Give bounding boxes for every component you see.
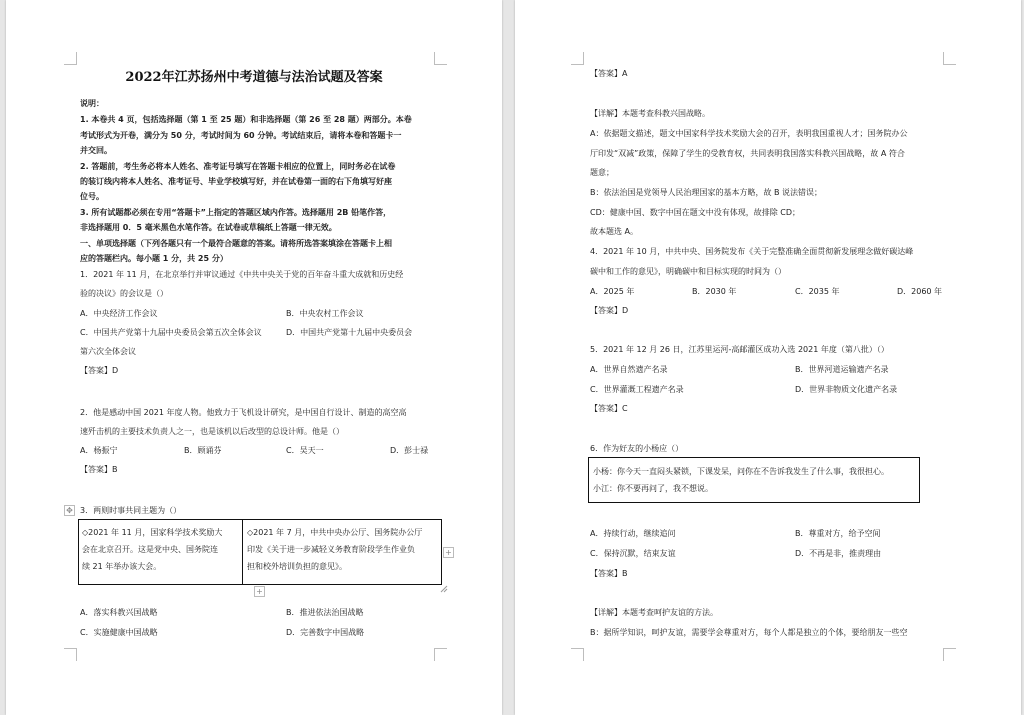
q6-option-a: A．持续行动，继续追问 xyxy=(590,529,676,538)
q6-dialogue-line-1: 小杨：你今天一直闷头紧锁，下课发呆，问你在不告诉我发生了什么事，我很担心。 xyxy=(593,467,889,476)
q4-option-a: A．2025 年 xyxy=(590,287,635,296)
margin-mark-bottom-right xyxy=(434,648,447,661)
section-heading-line-1: 一、单项选择题（下列各题只有一个最符合题意的答案。请将所选答案填涂在答题卡上相 xyxy=(80,239,392,248)
q1-option-c: C．中国共产党第十九届中央委员会第五次全体会议 xyxy=(80,328,262,337)
table-move-handle[interactable]: ✥ xyxy=(64,505,75,516)
q1-option-a: A．中央经济工作会议 xyxy=(80,309,158,318)
table-resize-handle[interactable] xyxy=(440,585,448,593)
instruction-2-line-1: 2. 答题前，考生务必将本人姓名、准考证号填写在答题卡相应的位置上，同时务必在试卷 xyxy=(80,162,396,171)
instruction-1-line-3: 并交回。 xyxy=(80,146,112,155)
q1-stem-line-1: 1．2021 年 11 月，在北京举行并审议通过《中共中央关于党的百年奋斗重大成就和历史经 xyxy=(80,270,404,279)
margin-mark-top-left xyxy=(571,52,584,65)
document-page-right xyxy=(515,0,1021,715)
q2-answer: 【答案】B xyxy=(80,465,118,474)
q3-analysis-a-line-2: 厅印发“双减”政策，保障了学生的受教育权，共同表明我国落实科教兴国战略，故 A 符合 xyxy=(590,149,905,158)
section-heading-line-2: 应的答题栏内。每小题 1 分，共 25 分） xyxy=(80,254,228,263)
margin-mark-bottom-right xyxy=(943,648,956,661)
q6-analysis-heading: 【详解】本题考查呵护友谊的方法。 xyxy=(590,608,718,617)
q3-analysis-heading: 【详解】本题考查科教兴国战略。 xyxy=(590,109,710,118)
q4-answer: 【答案】D xyxy=(590,306,629,315)
document-page-left xyxy=(6,0,502,715)
q3-option-d: D．完善数字中国战略 xyxy=(286,628,365,637)
instruction-3-line-1: 3. 所有试题都必须在专用“答题卡”上指定的答题区域内作答。选择题用 2B 铅笔作答， xyxy=(80,208,392,217)
instruction-1-line-2: 考试形式为开卷，满分为 50 分，考试时间为 60 分钟。考试结束后，请将本卷和答题卡一 xyxy=(80,131,402,140)
margin-mark-top-right xyxy=(434,52,447,65)
margin-mark-bottom-left xyxy=(64,648,77,661)
q3-cell-2-line-1: ◇2021 年 7 月，中共中央办公厅、国务院办公厅 xyxy=(247,528,423,537)
q2-stem-line-2: 速歼击机的主要技术负责人之一，也是该机以后改型的总设计师。他是（） xyxy=(80,427,344,436)
instruction-2-line-2: 的装订线内将本人姓名、准考证号、毕业学校填写好，并在试卷第一面的右下角填写好座 xyxy=(80,177,392,186)
q3-analysis-b: B：依法治国是党领导人民治理国家的基本方略，故 B 说法错误； xyxy=(590,188,823,197)
q5-option-d: D．世界非物质文化遗产名录 xyxy=(795,385,898,394)
q6-option-b: B．尊重对方，给予空间 xyxy=(795,529,881,538)
q3-cell-1-line-2: 会在北京召开。这是党中央、国务院连 xyxy=(82,545,218,554)
q5-stem: 5．2021 年 12 月 26 日，江苏里运河-高邮灌区成功入选 2021 年度（第八批）（） xyxy=(590,345,889,354)
q3-analysis-a-line-3: 题意； xyxy=(590,168,614,177)
q2-option-a: A．杨振宁 xyxy=(80,446,118,455)
q3-cell-2-line-3: 担和校外培训负担的意见》。 xyxy=(247,562,347,571)
q5-answer: 【答案】C xyxy=(590,404,628,413)
q3-stem: 3．两则时事共同主题为（） xyxy=(80,506,182,515)
q2-option-b: B．顾诵芬 xyxy=(184,446,222,455)
q6-dialogue-box xyxy=(588,457,920,503)
q5-option-b: B．世界河道运输遗产名录 xyxy=(795,365,889,374)
q4-stem-line-1: 4．2021 年 10 月，中共中央、国务院发布《关于完整准确全面贯彻新发展理念做好碳达峰 xyxy=(590,247,914,256)
instruction-1-line-1: 1. 本卷共 4 页，包括选择题（第 1 至 25 题）和非选择题（第 26 至 28 题）两部分。本卷 xyxy=(80,115,412,124)
q3-analysis-conclusion: 故本题选 A。 xyxy=(590,227,639,236)
q1-option-d-line-2: 第六次全体会议 xyxy=(80,347,136,356)
q6-option-d: D．不再是非，推责理由 xyxy=(795,549,882,558)
margin-mark-bottom-left xyxy=(571,648,584,661)
instruction-2-line-3: 位号。 xyxy=(80,192,104,201)
q4-option-d: D．2060 年 xyxy=(897,287,943,296)
q3-news-table xyxy=(78,519,442,585)
q3-option-b: B．推进依法治国战略 xyxy=(286,608,364,617)
document-title: 2022年江苏扬州中考道德与法治试题及答案 xyxy=(125,70,383,85)
q2-stem-line-1: 2．他是感动中国 2021 年度人物。他致力于飞机设计研究，是中国自行设计、制造的高空高 xyxy=(80,408,407,417)
q6-option-c: C．保持沉默，结束友谊 xyxy=(590,549,676,558)
q4-option-c: C．2035 年 xyxy=(795,287,840,296)
q3-analysis-a-line-1: A：依据题文描述，题文中国家科学技术奖励大会的召开，表明我国重视人才；国务院办公 xyxy=(590,129,908,138)
q5-option-a: A．世界自然遗产名录 xyxy=(590,365,668,374)
table-add-column-button[interactable]: + xyxy=(443,547,454,558)
q3-news-cell-2 xyxy=(244,520,441,584)
q1-stem-line-2: 验的决议》的会议是（） xyxy=(80,289,168,298)
q2-option-c: C．吴天一 xyxy=(286,446,324,455)
q3-option-a: A．落实科教兴国战略 xyxy=(80,608,158,617)
q1-option-d-line-1: D．中国共产党第十九届中央委员会 xyxy=(286,328,413,337)
q2-option-d: D．彭士禄 xyxy=(390,446,429,455)
q3-cell-1-line-1: ◇2021 年 11 月，国家科学技术奖励大 xyxy=(82,528,223,537)
q3-cell-1-line-3: 续 21 年举办该大会。 xyxy=(82,562,162,571)
table-add-row-button[interactable]: + xyxy=(254,586,265,597)
q6-stem: 6．作为好友的小杨应（） xyxy=(590,444,684,453)
q6-answer: 【答案】B xyxy=(590,569,628,578)
q5-option-c: C．世界灌溉工程遗产名录 xyxy=(590,385,684,394)
q6-analysis-b: B：据所学知识，呵护友谊，需要学会尊重对方，每个人都是独立的个体，要给朋友一些空 xyxy=(590,628,908,637)
q6-dialogue-line-2: 小江：你不要再问了，我不想说。 xyxy=(593,484,713,493)
q1-answer: 【答案】D xyxy=(80,366,119,375)
q3-analysis-cd: CD：健康中国、数字中国在题文中没有体现，故排除 CD； xyxy=(590,208,801,217)
q1-option-b: B．中央农村工作会议 xyxy=(286,309,364,318)
q3-option-c: C．实施健康中国战略 xyxy=(80,628,158,637)
q4-option-b: B．2030 年 xyxy=(692,287,737,296)
instructions-heading: 说明： xyxy=(80,99,104,108)
q3-news-cell-1 xyxy=(79,520,243,584)
q3-cell-2-line-2: 印发《关于进一步减轻义务教育阶段学生作业负 xyxy=(247,545,415,554)
q3-answer: 【答案】A xyxy=(590,69,628,78)
margin-mark-top-left xyxy=(64,52,77,65)
margin-mark-top-right xyxy=(943,52,956,65)
instruction-3-line-2: 非选择题用 0．5 毫米黑色水笔作答。在试卷或草稿纸上答题一律无效。 xyxy=(80,223,337,232)
q4-stem-line-2: 碳中和工作的意见》，明确碳中和目标实现的时间为（） xyxy=(590,267,786,276)
